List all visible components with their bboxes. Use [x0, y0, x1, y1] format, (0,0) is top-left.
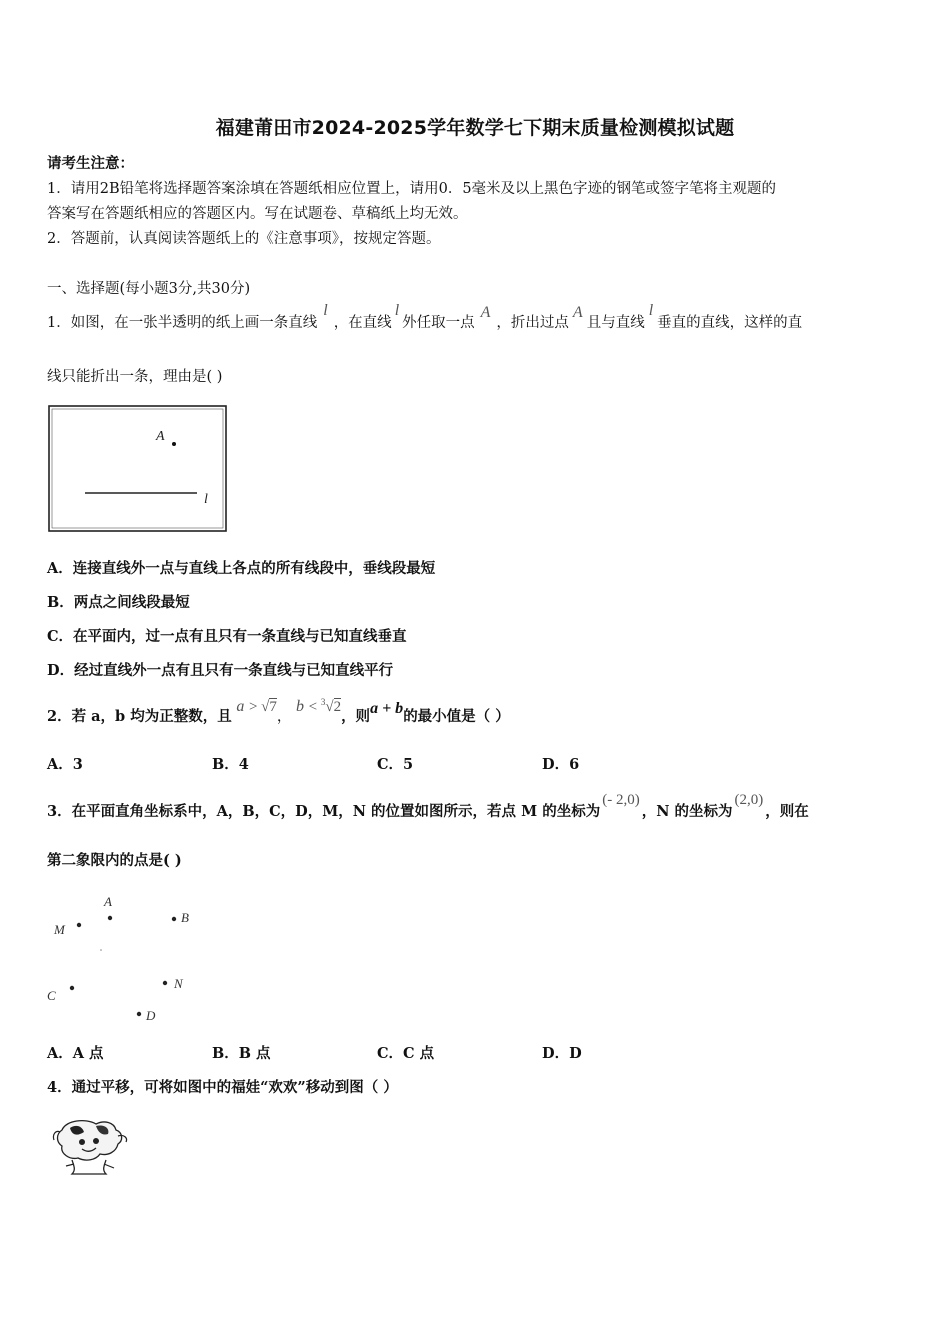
q4-mascot-body	[72, 1160, 106, 1174]
q3-figure	[44, 888, 214, 1028]
section-heading: 一、选择题(每小题3分,共30分)	[47, 281, 251, 297]
q2-text-1: 2．若 a，b 均为正整数，且	[47, 708, 232, 725]
q3-origin-mark	[100, 949, 102, 951]
q3-label-N: N	[174, 976, 183, 991]
q3-point-D	[137, 1012, 141, 1016]
q1-option-B[interactable]: B．两点之间线段最短	[47, 594, 190, 611]
q4-mascot-figure	[52, 1116, 130, 1178]
q1-option-A[interactable]: A．连接直线外一点与直线上各点的所有线段中，垂线段最短	[47, 560, 436, 577]
q3-point-B	[172, 917, 176, 921]
q3-option-A[interactable]: A．A 点	[47, 1045, 104, 1062]
q2-condition-2	[296, 699, 341, 715]
q3-option-B[interactable]: B．B 点	[212, 1045, 271, 1062]
q1-figure-paper	[49, 406, 226, 531]
q3-label-C: C	[47, 988, 56, 1003]
q1-figure-label-A: A	[156, 429, 165, 444]
q2-stem	[47, 697, 510, 726]
q2-comma: ，	[276, 709, 292, 725]
q2-cond2-op: <	[308, 699, 321, 715]
q2-cond2-sqrt-sign: √	[325, 699, 334, 715]
q3-label-B: B	[181, 910, 189, 925]
q3-label-A: A	[104, 894, 112, 909]
q2-cond1-radicand: 7	[269, 699, 277, 715]
q1-text-1: 1．如图，在一张半透明的纸上画一条直线	[47, 315, 318, 331]
q4-mascot-head	[58, 1121, 122, 1160]
q1-text-4: ，折出过点	[496, 315, 569, 331]
q1-stem-line1	[47, 302, 803, 332]
q3-coord-N: (2,0)	[734, 792, 764, 808]
q4-stem: 4．通过平移，可将如图中的福娃“欢欢”移动到图（ ）	[47, 1079, 398, 1096]
q2-cond2-b: b	[296, 698, 304, 715]
q1-math-A-2: A	[572, 304, 583, 321]
q3-stem-line1	[47, 792, 809, 821]
notice-line-1b: 答案写在答题纸相应的答题区内。写在试题卷、草稿纸上均无效。	[47, 206, 468, 222]
q2-cond1-op: >	[248, 699, 262, 715]
q1-math-l-3: l	[648, 302, 654, 319]
q2-option-D[interactable]: D．6	[542, 756, 580, 773]
q4-mascot-eye-right	[93, 1138, 99, 1144]
q3-point-A	[108, 916, 112, 920]
q4-mascot-eye-left	[79, 1139, 85, 1145]
q2-option-A[interactable]: A．3	[47, 756, 83, 773]
q2-cond1-sqrt-sign: √	[261, 699, 270, 715]
q1-figure	[47, 404, 229, 534]
q2-cond2-radicand: 2	[333, 699, 342, 715]
q1-figure-paper-inner	[52, 409, 223, 528]
page-title: 福建莆田市2024-2025学年数学七下期末质量检测模拟试题	[215, 117, 735, 139]
q1-figure-label-l: l	[204, 492, 208, 507]
q2-condition-1	[236, 699, 277, 715]
notice-heading: 请考生注意：	[47, 155, 134, 172]
q2-option-B[interactable]: B．4	[212, 756, 249, 773]
q3-text-2: ，N 的坐标为	[641, 803, 733, 820]
q1-text-3: 外任取一点	[402, 315, 475, 331]
q1-text-6: 垂直的直线，这样的直	[657, 315, 803, 331]
q3-text-1: 3．在平面直角坐标系中，A，B，C，D，M，N 的位置如图所示，若点 M 的坐标为	[47, 803, 601, 820]
q2-option-C[interactable]: C．5	[377, 756, 414, 773]
q2-text-3: 的最小值是（ ）	[403, 708, 510, 725]
q2-cond2-index: 3	[320, 697, 326, 708]
q3-point-M	[77, 923, 81, 927]
q1-math-l-2: l	[394, 302, 400, 319]
q2-cond1-a: a	[236, 698, 245, 715]
notice-line-2: 2．答题前，认真阅读答题纸上的《注意事项》，按规定答题。	[47, 231, 441, 247]
notice-line-1: 1．请用2B铅笔将选择题答案涂填在答题纸相应位置上，请用0．5毫米及以上黑色字迹的钢笔或签字笔将主观题的	[47, 181, 777, 197]
q2-expr: a + b	[370, 700, 404, 717]
q3-stem-line2: 第二象限内的点是( )	[47, 852, 182, 869]
q3-label-D: D	[146, 1008, 156, 1023]
q3-text-3: ，则在	[765, 803, 809, 820]
q2-text-2: ，则	[341, 708, 371, 725]
q1-option-C[interactable]: C．在平面内，过一点有且只有一条直线与已知直线垂直	[47, 628, 407, 645]
q3-point-C	[70, 986, 74, 990]
q3-coord-M: (- 2,0)	[602, 792, 640, 808]
q1-text-2: ，在直线	[333, 315, 392, 331]
q1-stem-line2: 线只能折出一条，理由是( )	[47, 369, 223, 385]
q1-figure-point-A	[172, 442, 176, 446]
q1-text-5: 且与直线	[586, 315, 645, 331]
q3-point-N	[163, 981, 167, 985]
q3-option-D[interactable]: D．D	[542, 1045, 582, 1062]
q3-option-C[interactable]: C．C 点	[377, 1045, 435, 1062]
q3-label-M: M	[54, 922, 65, 937]
q1-math-l-1: l	[323, 302, 328, 319]
q1-option-D[interactable]: D．经过直线外一点有且只有一条直线与已知直线平行	[47, 662, 394, 679]
q1-math-A-1: A	[480, 304, 491, 321]
